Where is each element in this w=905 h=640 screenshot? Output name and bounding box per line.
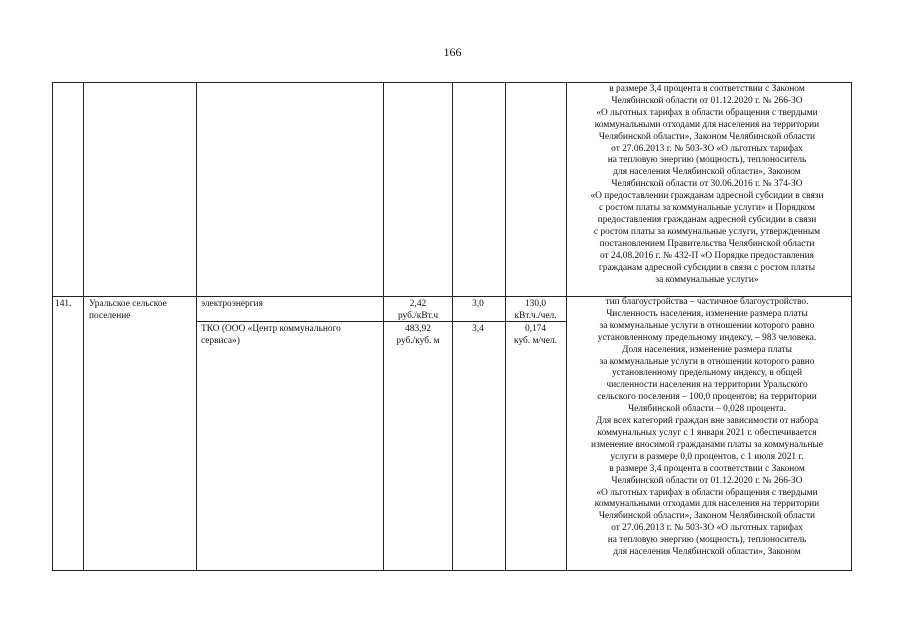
note-line: тип благоустройства – частичное благоустройство. bbox=[605, 297, 809, 307]
note-line: предоставления гражданам адресной субсидии в связи bbox=[597, 214, 817, 225]
note-line: на тепловую энергию (мощность), теплоноситель bbox=[607, 535, 807, 546]
note-line: «О льготных тарифах в области обращения с твердыми bbox=[596, 487, 818, 498]
page-number: 166 bbox=[443, 45, 462, 59]
volume-value: 0,174 bbox=[524, 324, 547, 334]
tariff-table bbox=[52, 82, 852, 571]
note-line: Для всех категорий граждан вне зависимости от набора bbox=[595, 416, 819, 427]
note-line: услуги в размере 0,0 процентов, с 1 июля 2021 г. bbox=[610, 451, 804, 462]
volume-unit: куб. м/чел. bbox=[514, 335, 557, 346]
note-line: гражданам адресной субсидии в связи с ростом платы bbox=[598, 262, 816, 273]
tariff-value: 2,42 bbox=[409, 299, 427, 309]
note-line: Челябинской области», Законом Челябинской области bbox=[598, 131, 816, 142]
note-line: в размере 3,4 процента в соответствии с Законом bbox=[609, 463, 805, 474]
note-line: сельского поселения – 100,0 процентов; на территории bbox=[597, 392, 817, 403]
note-line: от 24.08.2016 г. № 432-П «О Порядке предоставления bbox=[600, 250, 814, 261]
note-line: изменение вносимой гражданами платы за коммунальные bbox=[591, 439, 823, 450]
note-line: численности населения на территории Уральского bbox=[606, 380, 808, 391]
tariff-value: 483,92 bbox=[405, 324, 431, 334]
note-line: Челябинской области от 01.12.2020 г. № 266-ЗО bbox=[611, 95, 803, 106]
note-line: на тепловую энергию (мощность), теплоноситель bbox=[607, 155, 807, 166]
note-line: коммунальными отходами для населения на территории bbox=[594, 119, 820, 130]
note-line: коммунальных услуг с 1 января 2021 г. обеспечивается bbox=[597, 427, 817, 438]
note-line: Доля населения, изменение размера платы bbox=[622, 344, 792, 355]
note-line: «О предоставлении гражданам адресной субсидии в связи bbox=[590, 191, 824, 202]
note-line: с ростом платы за коммунальные услуги» и Порядком bbox=[599, 203, 815, 214]
note-line: за коммунальные услуги в отношении которого равно bbox=[599, 356, 815, 367]
note-line: Челябинской области от 01.12.2020 г. № 266-ЗО bbox=[611, 475, 803, 486]
service-index: 3,4 bbox=[472, 324, 484, 334]
note-line: для населения Челябинской области», Законом bbox=[613, 167, 801, 178]
note-line: для населения Челябинской области», Законом bbox=[613, 547, 801, 558]
volume-value: 130,0 bbox=[524, 299, 547, 309]
column-divider bbox=[196, 83, 197, 570]
row-number: 141. bbox=[55, 299, 72, 309]
note-line: в размере 3,4 процента в соответствии с Законом bbox=[609, 84, 805, 94]
service-volume bbox=[505, 299, 566, 323]
tariff-unit: руб./кВт.ч bbox=[397, 310, 439, 321]
volume-unit: кВт.ч./чел. bbox=[514, 310, 557, 321]
note-line: от 27.06.2013 г. № 503-ЗО «О льготных тарифах bbox=[611, 143, 803, 154]
notes-cell bbox=[567, 297, 847, 559]
note-line: коммунальными отходами для населения на территории bbox=[594, 499, 820, 510]
note-line: Численность населения, изменение размера платы bbox=[606, 308, 808, 319]
service-index: 3,0 bbox=[472, 299, 484, 309]
note-line: за коммунальные услуги» bbox=[655, 274, 759, 285]
note-line: за коммунальные услуги в отношении которого равно bbox=[599, 320, 815, 331]
service-tariff bbox=[383, 299, 453, 323]
note-line: «О льготных тарифах в области обращения с твердыми bbox=[596, 107, 818, 118]
note-line: установленному предельному индексу, в общей bbox=[611, 368, 803, 379]
note-line: Челябинской области от 30.06.2016 г. № 374-ЗО bbox=[611, 179, 803, 190]
column-divider bbox=[83, 83, 84, 570]
settlement-name: Уральское сельское поселение bbox=[89, 299, 167, 321]
notes-top-cell bbox=[567, 84, 847, 286]
note-line: Челябинской области – 0,028 процента. bbox=[628, 404, 786, 415]
note-line: постановлением Правительства Челябинской области bbox=[599, 238, 815, 249]
note-line: Челябинской области», Законом Челябинской области bbox=[598, 511, 816, 522]
note-line: с ростом платы за коммунальные услуги, утвержденным bbox=[593, 226, 821, 237]
note-line: от 27.06.2013 г. № 503-ЗО «О льготных тарифах bbox=[611, 523, 803, 534]
service-tariff bbox=[383, 324, 453, 348]
service-name: ТКО (ООО «Центр коммунального сервиса») bbox=[201, 324, 341, 346]
tariff-unit: руб./куб. м bbox=[396, 335, 440, 346]
note-line: установленному предельному индексу, – 983 человека. bbox=[597, 332, 817, 343]
service-volume bbox=[505, 324, 566, 348]
service-name: электроэнергия bbox=[201, 299, 263, 309]
